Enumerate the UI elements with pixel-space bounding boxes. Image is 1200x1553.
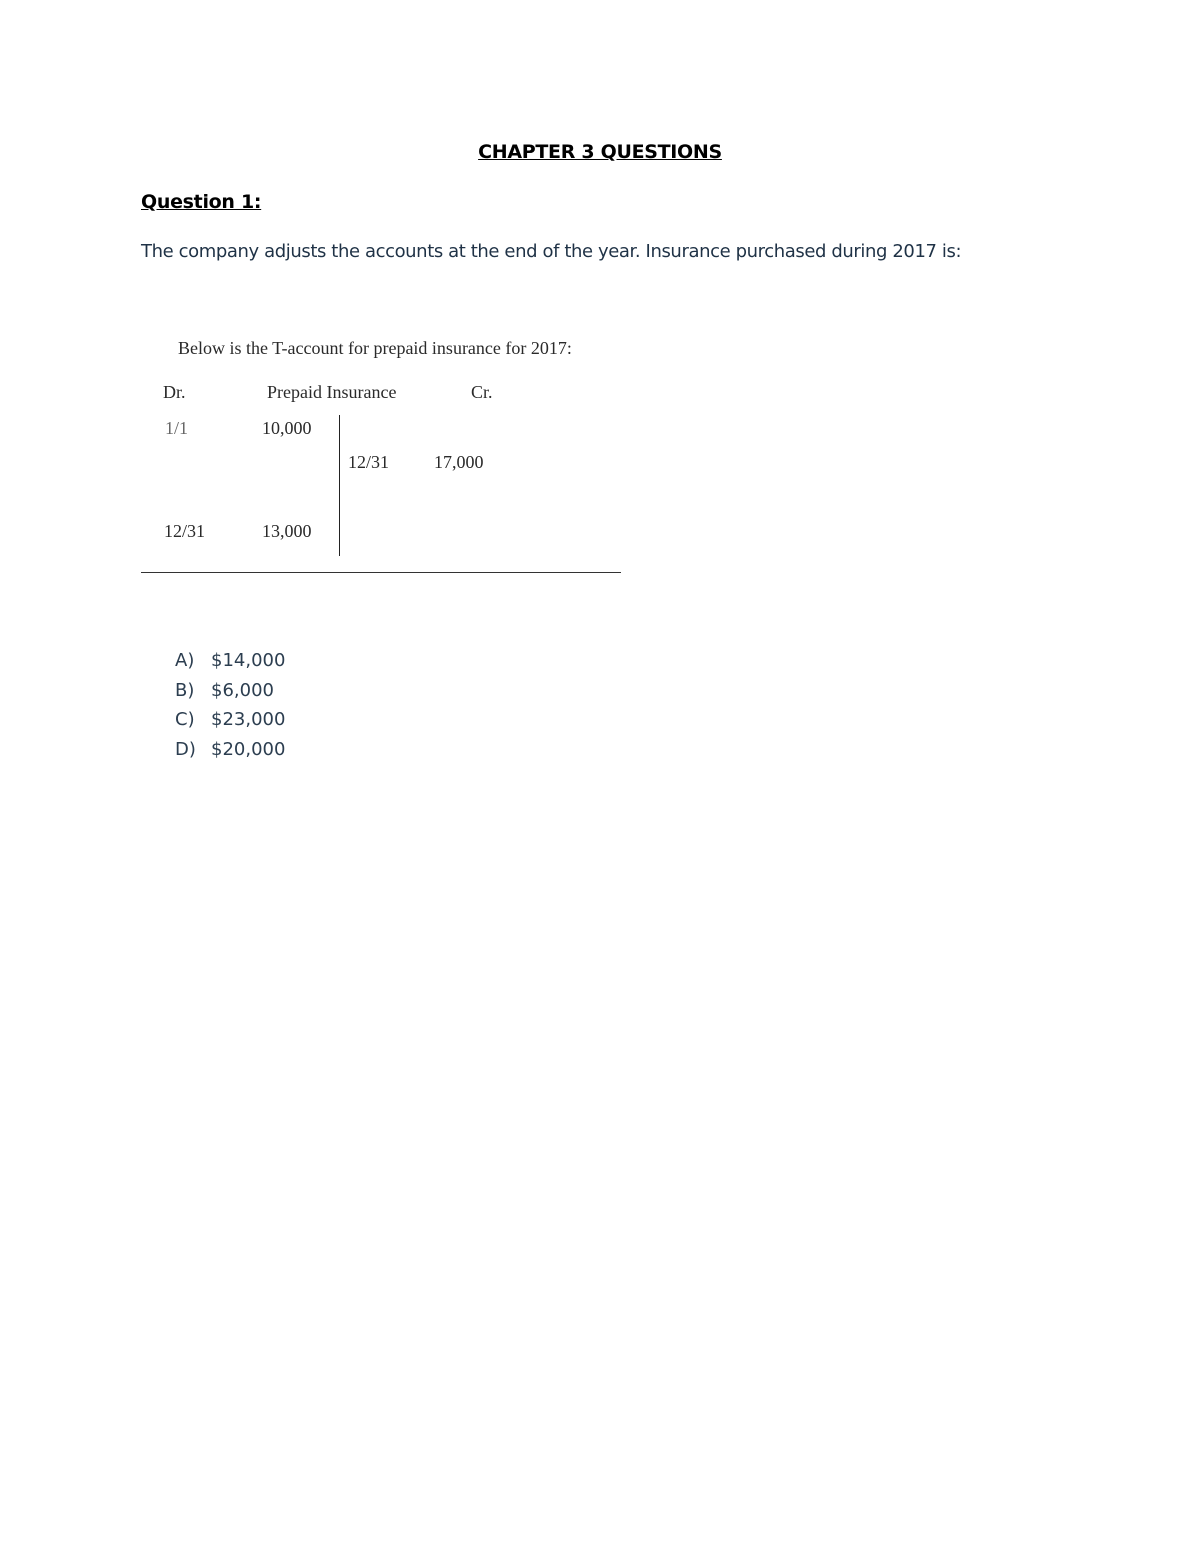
account-name: Prepaid Insurance: [267, 382, 397, 402]
option-text: $14,000: [211, 650, 286, 671]
debit-entry-date: 1/1: [165, 418, 189, 438]
question-text: The company adjusts the accounts at the end of the year. Insurance purchased during 2017 is:: [141, 241, 962, 262]
question-heading: Question 1:: [141, 191, 262, 213]
answer-option: [175, 709, 285, 730]
debit-entry-date: 12/31: [164, 521, 206, 541]
figure-underline: [141, 572, 621, 573]
page-title: CHAPTER 3 QUESTIONS: [478, 141, 722, 163]
option-letter: D): [175, 739, 196, 760]
answer-option: [175, 650, 285, 671]
option-letter: C): [175, 709, 195, 730]
credit-label: Cr.: [471, 382, 493, 402]
credit-entry-amount: 17,000: [434, 452, 484, 472]
option-text: $6,000: [211, 680, 274, 701]
debit-entry-amount: 10,000: [262, 418, 312, 438]
debit-label: Dr.: [163, 382, 186, 402]
option-text: $23,000: [211, 709, 286, 730]
t-account-divider: [339, 415, 340, 556]
answer-option: [175, 680, 274, 701]
option-letter: A): [175, 650, 195, 671]
option-letter: B): [175, 680, 195, 701]
credit-entry-date: 12/31: [348, 452, 390, 472]
option-text: $20,000: [211, 739, 286, 760]
answer-option: [175, 739, 285, 760]
debit-entry-amount: 13,000: [262, 521, 312, 541]
t-account-caption: Below is the T-account for prepaid insurance for 2017:: [178, 338, 572, 358]
